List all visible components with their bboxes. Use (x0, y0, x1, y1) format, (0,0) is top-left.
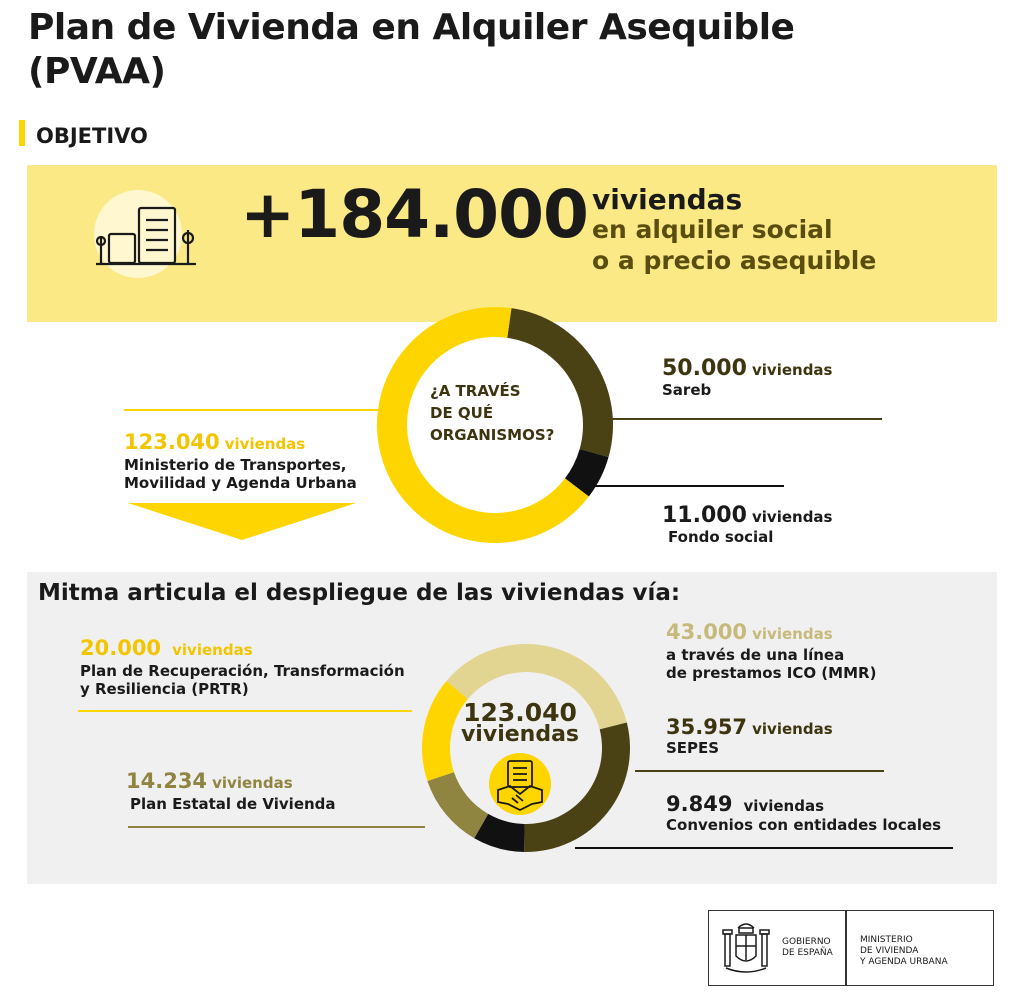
panel-center-unit: viviendas (460, 722, 580, 747)
handshake-documents-icon (488, 752, 552, 816)
sareb-label: Sareb (662, 381, 712, 399)
fondo-unit: viviendas (752, 508, 833, 526)
center-line-1: ¿A TRAVÉS (430, 382, 521, 400)
prtr-label-2: y Resiliencia (PRTR) (80, 680, 249, 698)
ministerio-line-2: DE VIVIENDA (860, 946, 919, 956)
prtr-callout (80, 636, 405, 698)
banner-line-2: en alquiler social (592, 215, 833, 244)
sepes-number: 35.957 (666, 715, 748, 739)
section-label: OBJETIVO (36, 124, 148, 148)
mitma-number: 123.040 (124, 430, 220, 454)
plan-estatal-number: 14.234 (126, 769, 208, 793)
ministerio-line-1: MINISTERIO (860, 935, 913, 945)
center-line-2: DE QUÉ (430, 404, 494, 422)
title-line-2: (PVAA) (28, 51, 166, 92)
convenios-number: 9.849 (666, 792, 733, 816)
sareb-unit: viviendas (752, 361, 833, 379)
banner-line-3: o a precio asequible (592, 246, 877, 275)
gobierno-text (782, 937, 833, 959)
ministerio-text (860, 935, 948, 968)
prtr-label-1: Plan de Recuperación, Transformación (80, 662, 405, 680)
convenios-callout (666, 792, 941, 834)
gobierno-line-1: GOBIERNO (782, 937, 831, 947)
gobierno-line-2: DE ESPAÑA (782, 948, 833, 958)
mitma-label-2: Movilidad y Agenda Urbana (124, 474, 357, 492)
ico-unit: viviendas (752, 625, 833, 643)
plan-estatal-callout (126, 769, 336, 813)
panel-center-number: 123.040 (463, 698, 577, 727)
convenios-label: Convenios con entidades locales (666, 816, 942, 834)
ico-callout (666, 620, 876, 682)
ico-label-2: de prestamos ICO (MMR) (666, 664, 877, 682)
sareb-number: 50.000 (662, 356, 747, 381)
plan-estatal-label: Plan Estatal de Vivienda (130, 795, 336, 813)
banner-line-1: viviendas (592, 183, 743, 216)
prtr-unit: viviendas (172, 641, 253, 659)
ministerio-line-3: Y AGENDA URBANA (860, 957, 948, 967)
sepes-unit: viviendas (752, 720, 833, 738)
sareb-callout (662, 356, 832, 399)
logo-divider (845, 910, 847, 986)
deployment-donut (419, 633, 634, 863)
sepes-label: SEPES (666, 739, 720, 757)
prtr-number: 20.000 (80, 636, 162, 660)
plan-estatal-unit: viviendas (212, 774, 293, 792)
donut2-segment-3 (427, 772, 488, 838)
fondo-label: Fondo social (668, 528, 774, 546)
ico-label-1: a través de una línea (666, 646, 845, 664)
panel-title: Mitma articula el despliegue de las viviendas vía: (38, 580, 681, 606)
coat-of-arms-icon (720, 918, 772, 978)
center-line-3: ORGANISMOS? (430, 426, 555, 444)
fondo-number: 11.000 (662, 503, 747, 528)
mitma-callout (124, 430, 357, 492)
ico-number: 43.000 (666, 620, 748, 644)
fondo-callout (662, 503, 832, 546)
sepes-callout (666, 715, 833, 757)
convenios-unit: viviendas (743, 797, 825, 815)
title-line-1: Plan de Vivienda en Alquiler Asequible (28, 7, 795, 48)
mitma-label-1: Ministerio de Transportes, (124, 456, 347, 474)
total-number: +184.000 (240, 176, 588, 253)
mitma-unit: viviendas (224, 435, 306, 453)
